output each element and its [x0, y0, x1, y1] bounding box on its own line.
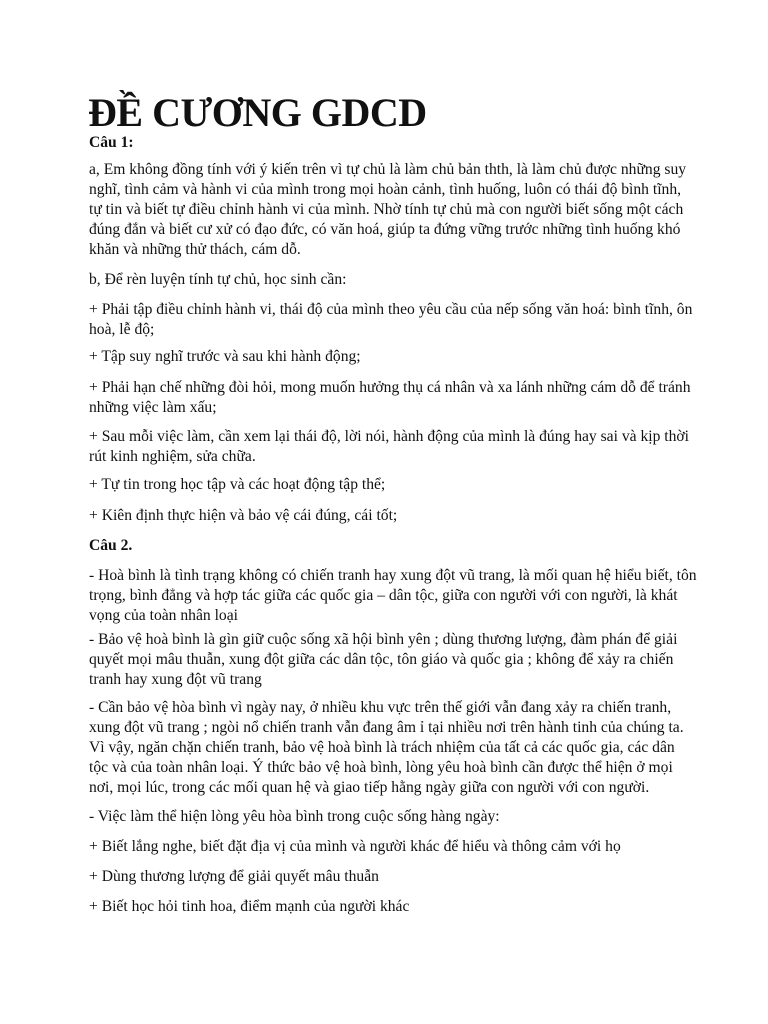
- paragraph: [89, 160, 686, 260]
- section-heading: [89, 536, 132, 556]
- text-line: a, Em không đồng tính với ý kiến trên vì tự chủ là làm chủ bản thth, là làm chủ được những suy: [89, 161, 687, 178]
- text-line: - Việc làm thể hiện lòng yêu hòa bình trong cuộc sống hàng ngày:: [89, 808, 500, 825]
- text-line: Vì vậy, ngăn chặn chiến tranh, bảo vệ hoà bình là trách nhiệm của tất cả các quốc gia, các dân: [89, 739, 675, 756]
- text-line: tộc và của toàn nhân loại. Ý thức bảo vệ hoà bình, lòng yêu hoà bình cần được thể hiện ở mọi: [89, 759, 673, 776]
- text-line: + Phải hạn chế những đòi hỏi, mong muốn hưởng thụ cá nhân và xa lánh những cám dỗ để tránh: [89, 379, 691, 396]
- paragraph: [89, 566, 697, 626]
- text-line: rút kinh nghiệm, sửa chữa.: [89, 448, 256, 465]
- paragraph: [89, 698, 684, 798]
- text-line: - Bảo vệ hoà bình là gìn giữ cuộc sống xã hội bình yên ; dùng thương lượng, đàm phán để giải: [89, 631, 678, 648]
- text-line: những việc làm xấu;: [89, 399, 217, 416]
- text-line: trọng, bình đẳng và hợp tác giữa các quốc gia – dân tộc, giữa con người với con người, là khát: [89, 587, 678, 604]
- text-line: + Phải tập điều chỉnh hành vi, thái độ của mình theo yêu cầu của nếp sống văn hoá: bình tĩnh, ôn: [89, 301, 693, 318]
- paragraph: [89, 427, 689, 467]
- text-line: quyết mọi mâu thuẫn, xung đột giữa các dân tộc, tôn giáo và quốc gia ; không để xảy ra chiến: [89, 651, 674, 668]
- paragraph: [89, 837, 621, 857]
- text-line: xung đột vũ trang ; ngòi nổ chiến tranh vẫn đang âm ỉ tại nhiều nơi trên hành tinh của chúng ta.: [89, 719, 684, 736]
- text-line: + Sau mỗi việc làm, cần xem lại thái độ, lời nói, hành động của mình là đúng hay sai và kịp thời: [89, 428, 689, 445]
- text-line: Câu 2.: [89, 537, 133, 554]
- text-line: vọng của toàn nhân loại: [89, 607, 238, 624]
- paragraph: [89, 807, 500, 827]
- paragraph: [89, 378, 691, 418]
- text-line: hoà, lễ độ;: [89, 321, 155, 338]
- text-line: khăn và những thử thách, cám dỗ.: [89, 241, 301, 258]
- text-line: b, Để rèn luyện tính tự chủ, học sinh cần:: [89, 271, 347, 288]
- text-line: + Kiên định thực hiện và bảo vệ cái đúng, cái tốt;: [89, 507, 398, 524]
- paragraph: [89, 300, 692, 340]
- paragraph: [89, 475, 385, 495]
- paragraph: [89, 630, 677, 690]
- text-line: + Tập suy nghĩ trước và sau khi hành động;: [89, 348, 361, 365]
- text-line: Câu 1:: [89, 134, 134, 151]
- paragraph: [89, 347, 361, 367]
- paragraph: [89, 270, 346, 290]
- text-line: + Biết lắng nghe, biết đặt địa vị của mình và người khác để hiểu và thông cảm với họ: [89, 838, 621, 855]
- paragraph: [89, 897, 409, 917]
- text-line: nghĩ, tình cảm và hành vi của mình trong mọi hoàn cảnh, tình huống, luôn có thái độ bình tĩnh,: [89, 181, 682, 198]
- text-line: + Dùng thương lượng để giải quyết mâu thuẫn: [89, 868, 379, 885]
- paragraph: [89, 867, 379, 887]
- document-title: ĐỀ CƯƠNG GDCD: [88, 90, 427, 135]
- paragraph: [89, 506, 397, 526]
- text-line: tự tin và biết tự điều chỉnh hành vi của mình. Nhờ tính tự chủ mà con người biết sống một cách: [89, 201, 684, 218]
- text-line: - Hoà bình là tình trạng không có chiến tranh hay xung đột vũ trang, là mối quan hệ hiểu biết, tôn: [89, 567, 697, 584]
- text-line: tranh hay xung đột vũ trang: [89, 671, 262, 688]
- text-line: + Tự tin trong học tập và các hoạt động tập thể;: [89, 476, 386, 493]
- text-line: đúng đắn và biết cư xử có đạo đức, có văn hoá, giúp ta đứng vững trước những tình huống khó: [89, 221, 681, 238]
- text-line: nơi, mọi lúc, trong các mối quan hệ và giao tiếp hằng ngày giữa con người với con người.: [89, 779, 650, 796]
- text-line: + Biết học hỏi tinh hoa, điểm mạnh của người khác: [89, 898, 410, 915]
- text-line: - Cần bảo vệ hòa bình vì ngày nay, ở nhiều khu vực trên thế giới vẫn đang xảy ra chiến tranh,: [89, 699, 672, 716]
- section-heading: [89, 133, 134, 153]
